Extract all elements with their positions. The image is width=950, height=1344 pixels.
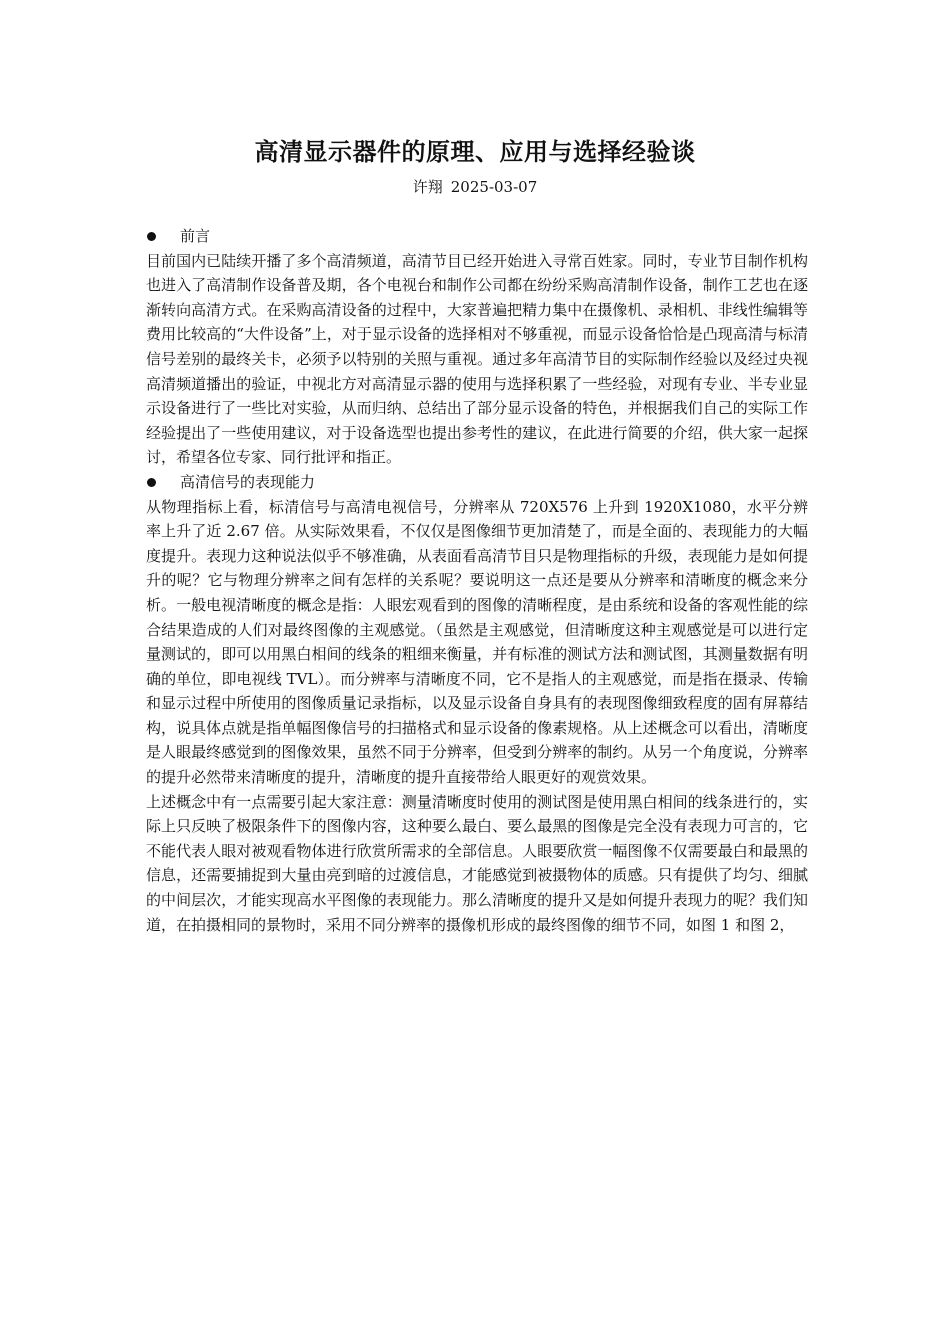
section-heading-label: 高清信号的表现能力	[180, 472, 316, 491]
bullet-icon	[147, 232, 156, 241]
section-heading-label: 前言	[180, 227, 211, 245]
byline	[0, 177, 950, 197]
document-title: 高清显示器件的原理、应用与选择经验谈	[254, 137, 696, 166]
document-body	[146, 224, 808, 937]
bullet-icon	[147, 478, 156, 487]
paragraph-resolution: 从物理指标上看，标清信号与高清电视信号，分辨率从 720X576 上升到 1920X1080，水平分辨率上升了近 2.67 倍。从实际效果看，不仅仅是图像细节更加清楚了，而是全面的、表现能力的大幅度提升。表现力这种说法似乎不够准确，从表面看高清节目只是物理指标的升级，表现能力是如何提升的呢？它与物理分辨率之间有怎样的关系呢？要说明这一点还是要从分辨率和清晰度的概念来分析。一般电视清晰度的概念是指：人眼宏观看到的图像的清晰程度，是由系统和设备的客观性能的综合结果造成的人们对最终图像的主观感觉。（虽然是主观感觉，但清晰度这种主观感觉是可以进行定量测试的，即可以用黑白相间的线条的粗细来衡量，并有标准的测试方法和测试图，其测量数据有明确的单位，即电视线 TVL）。而分辨率与清晰度不同，它不是指人的主观感觉，而是指在摄录、传输和显示过程中所使用的图像质量记录指标，以及显示设备自身具有的表现图像细致程度的固有屏幕结构，说具体点就是指单幅图像信号的扫描格式和显示设备的像素规格。从上述概念可以看出，清晰度是人眼最终感觉到的图像效果，虽然不同于分辨率，但受到分辨率的制约。从另一个角度说，分辨率的提升必然带来清晰度的提升，清晰度的提升直接带给人眼更好的观赏效果。	[146, 497, 808, 787]
author-name: 许翔	[412, 178, 443, 196]
paragraph-preface: 目前国内已陆续开播了多个高清频道，高清节目已经开始进入寻常百姓家。同时，专业节目制作机构也进入了高清制作设备普及期，各个电视台和制作公司都在纷纷采购高清制作设备，制作工艺也在逐渐转向高清方式。在采购高清设备的过程中，大家普遍把精力集中在摄像机、录相机、非线性编辑等费用比较高的“大件设备”上，对于显示设备的选择相对不够重视，而显示设备恰恰是凸现高清与标清信号差别的最终关卡，必须予以特别的关照与重视。通过多年高清节目的实际制作经验以及经过央视高清频道播出的验证，中视北方对高清显示器的使用与选择积累了一些经验，对现有专业、半专业显示设备进行了一些比对实验，从而归纳、总结出了部分显示设备的特色，并根据我们自己的实际工作经验提出了一些使用建议，对于设备选型也提出参考性的建议，在此进行简要的介绍，供大家一起探讨，希望各位专家、同行批评和指正。	[146, 251, 808, 467]
section-heading-hd-capability	[146, 470, 808, 495]
section-heading-preface	[146, 224, 808, 249]
publish-date: 2025-03-07	[450, 178, 538, 196]
paragraph-test-chart: 上述概念中有一点需要引起大家注意：测量清晰度时使用的测试图是使用黑白相间的线条进行的，实际上只反映了极限条件下的图像内容，这种要么最白、要么最黑的图像是完全没有表现力可言的，它不能代表人眼对被观看物体进行欣赏所需求的全部信息。人眼要欣赏一幅图像不仅需要最白和最黑的信息，还需要捕捉到大量由亮到暗的过渡信息，才能感觉到被摄物体的质感。只有提供了均匀、细腻的中间层次，才能实现高水平图像的表现能力。那么清晰度的提升又是如何提升表现力的呢？我们知道，在拍摄相同的景物时，采用不同分辨率的摄像机形成的最终图像的细节不同，如图 1 和图 2，	[146, 792, 808, 934]
